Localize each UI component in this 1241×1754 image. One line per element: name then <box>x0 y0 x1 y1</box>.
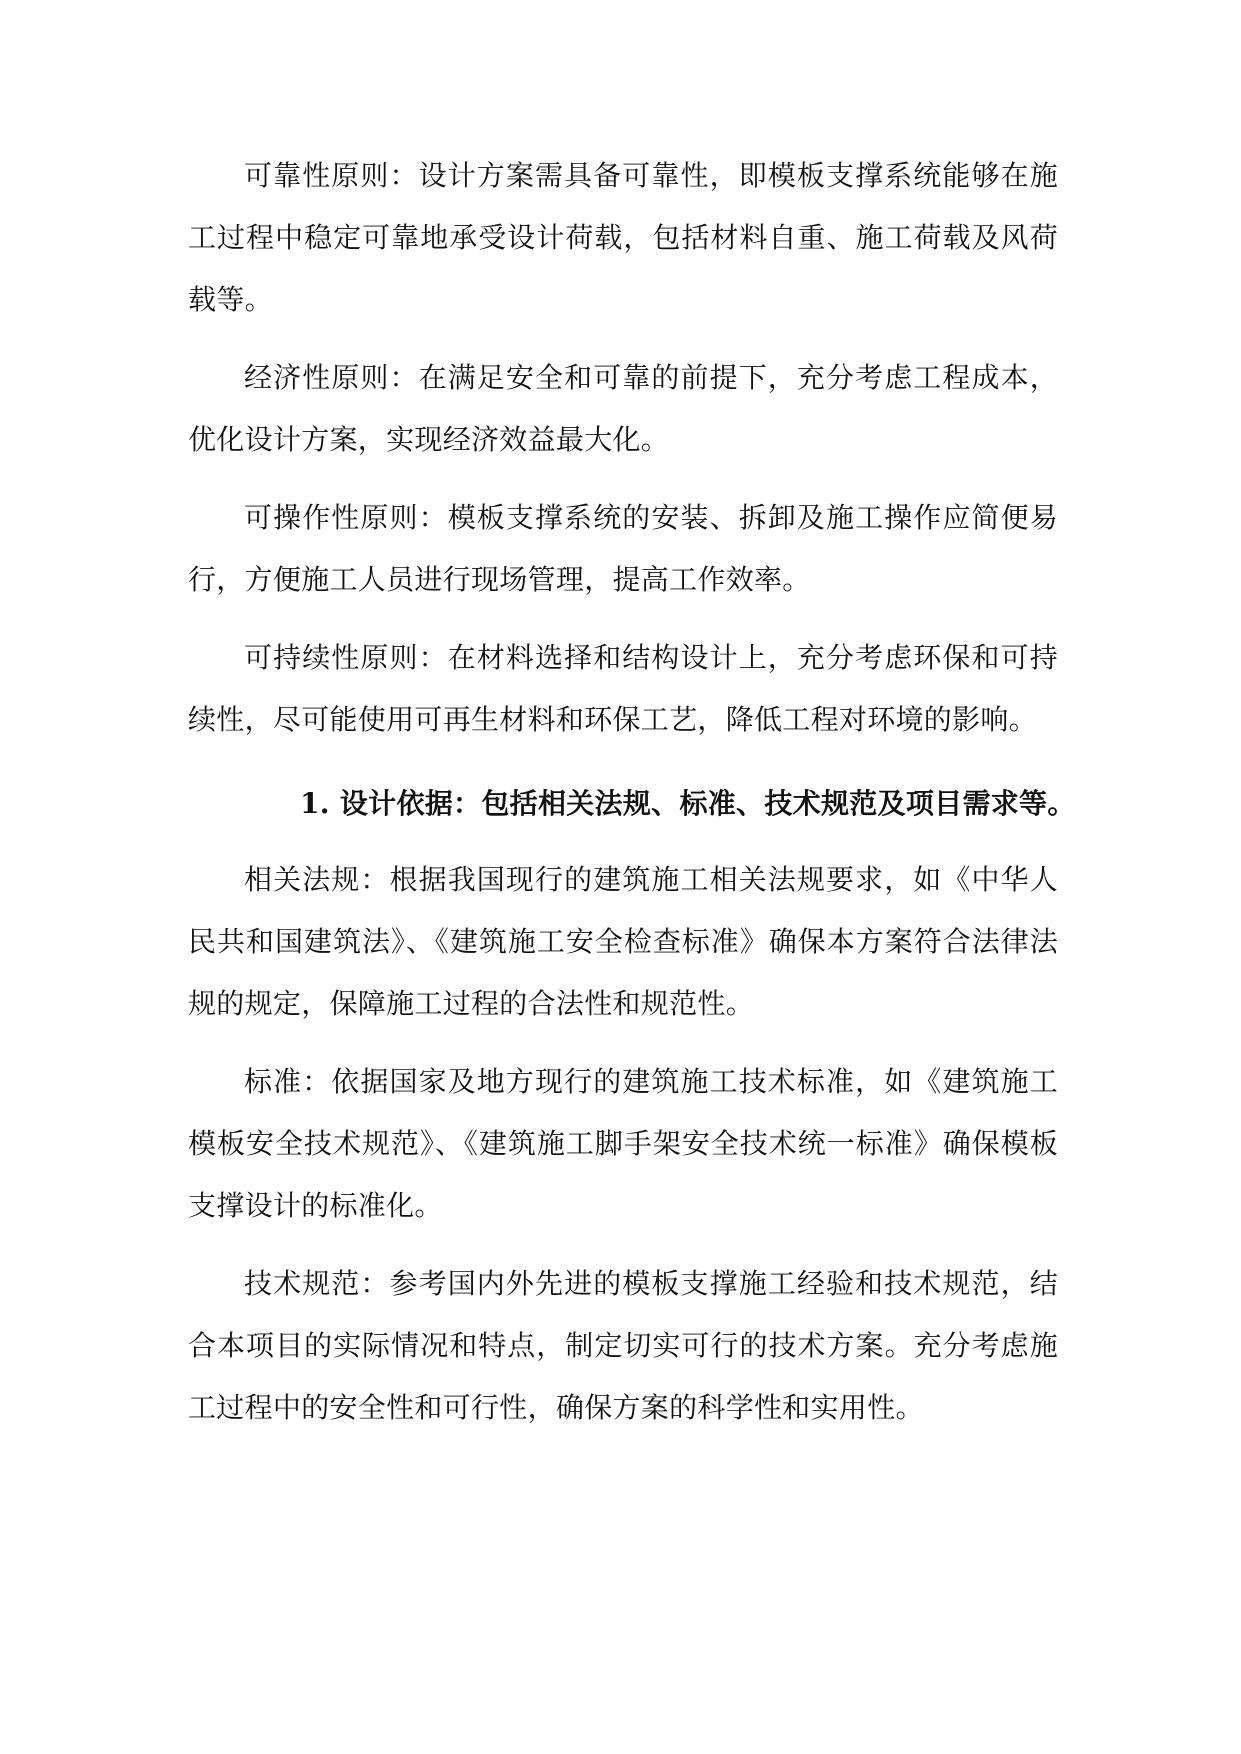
paragraph-operability-principle: 可操作性原则：模板支撑系统的安装、拆卸及施工操作应简便易行，方便施工人员进行现场管理，提高工作效率。 <box>188 501 1058 596</box>
section-heading-number: 1. <box>300 787 330 820</box>
paragraph-technical-specifications: 技术规范：参考国内外先进的模板支撑施工经验和技术规范，结合本项目的实际情况和特点，制定切实可行的技术方案。充分考虑施工过程中的安全性和可行性，确保方案的科学性和实用性。 <box>188 1267 1058 1424</box>
section-heading-text: 设计依据：包括相关法规、标准、技术规范及项目需求等。 <box>339 787 1076 820</box>
paragraph-economy-principle: 经济性原则：在满足安全和可靠的前提下，充分考虑工程成本，优化设计方案，实现经济效益最大化。 <box>188 361 1058 456</box>
document-body <box>188 145 1076 1455</box>
paragraph-reliability-principle: 可靠性原则：设计方案需具备可靠性，即模板支撑系统能够在施工过程中稳定可靠地承受设计荷载，包括材料自重、施工荷载及风荷载等。 <box>188 159 1058 316</box>
paragraph-sustainability-principle: 可持续性原则：在材料选择和结构设计上，充分考虑环保和可持续性，尽可能使用可再生材料和环保工艺，降低工程对环境的影响。 <box>188 641 1058 736</box>
paragraph-related-regulations: 相关法规：根据我国现行的建筑施工相关法规要求，如《中华人民共和国建筑法》、《建筑施工安全检查标准》确保本方案符合法律法规的规定，保障施工过程的合法性和规范性。 <box>188 863 1058 1020</box>
section-heading-design-basis <box>188 773 1076 835</box>
paragraph-standards: 标准：依据国家及地方现行的建筑施工技术标准，如《建筑施工模板安全技术规范》、《建筑施工脚手架安全技术统一标准》确保模板支撑设计的标准化。 <box>188 1065 1058 1222</box>
